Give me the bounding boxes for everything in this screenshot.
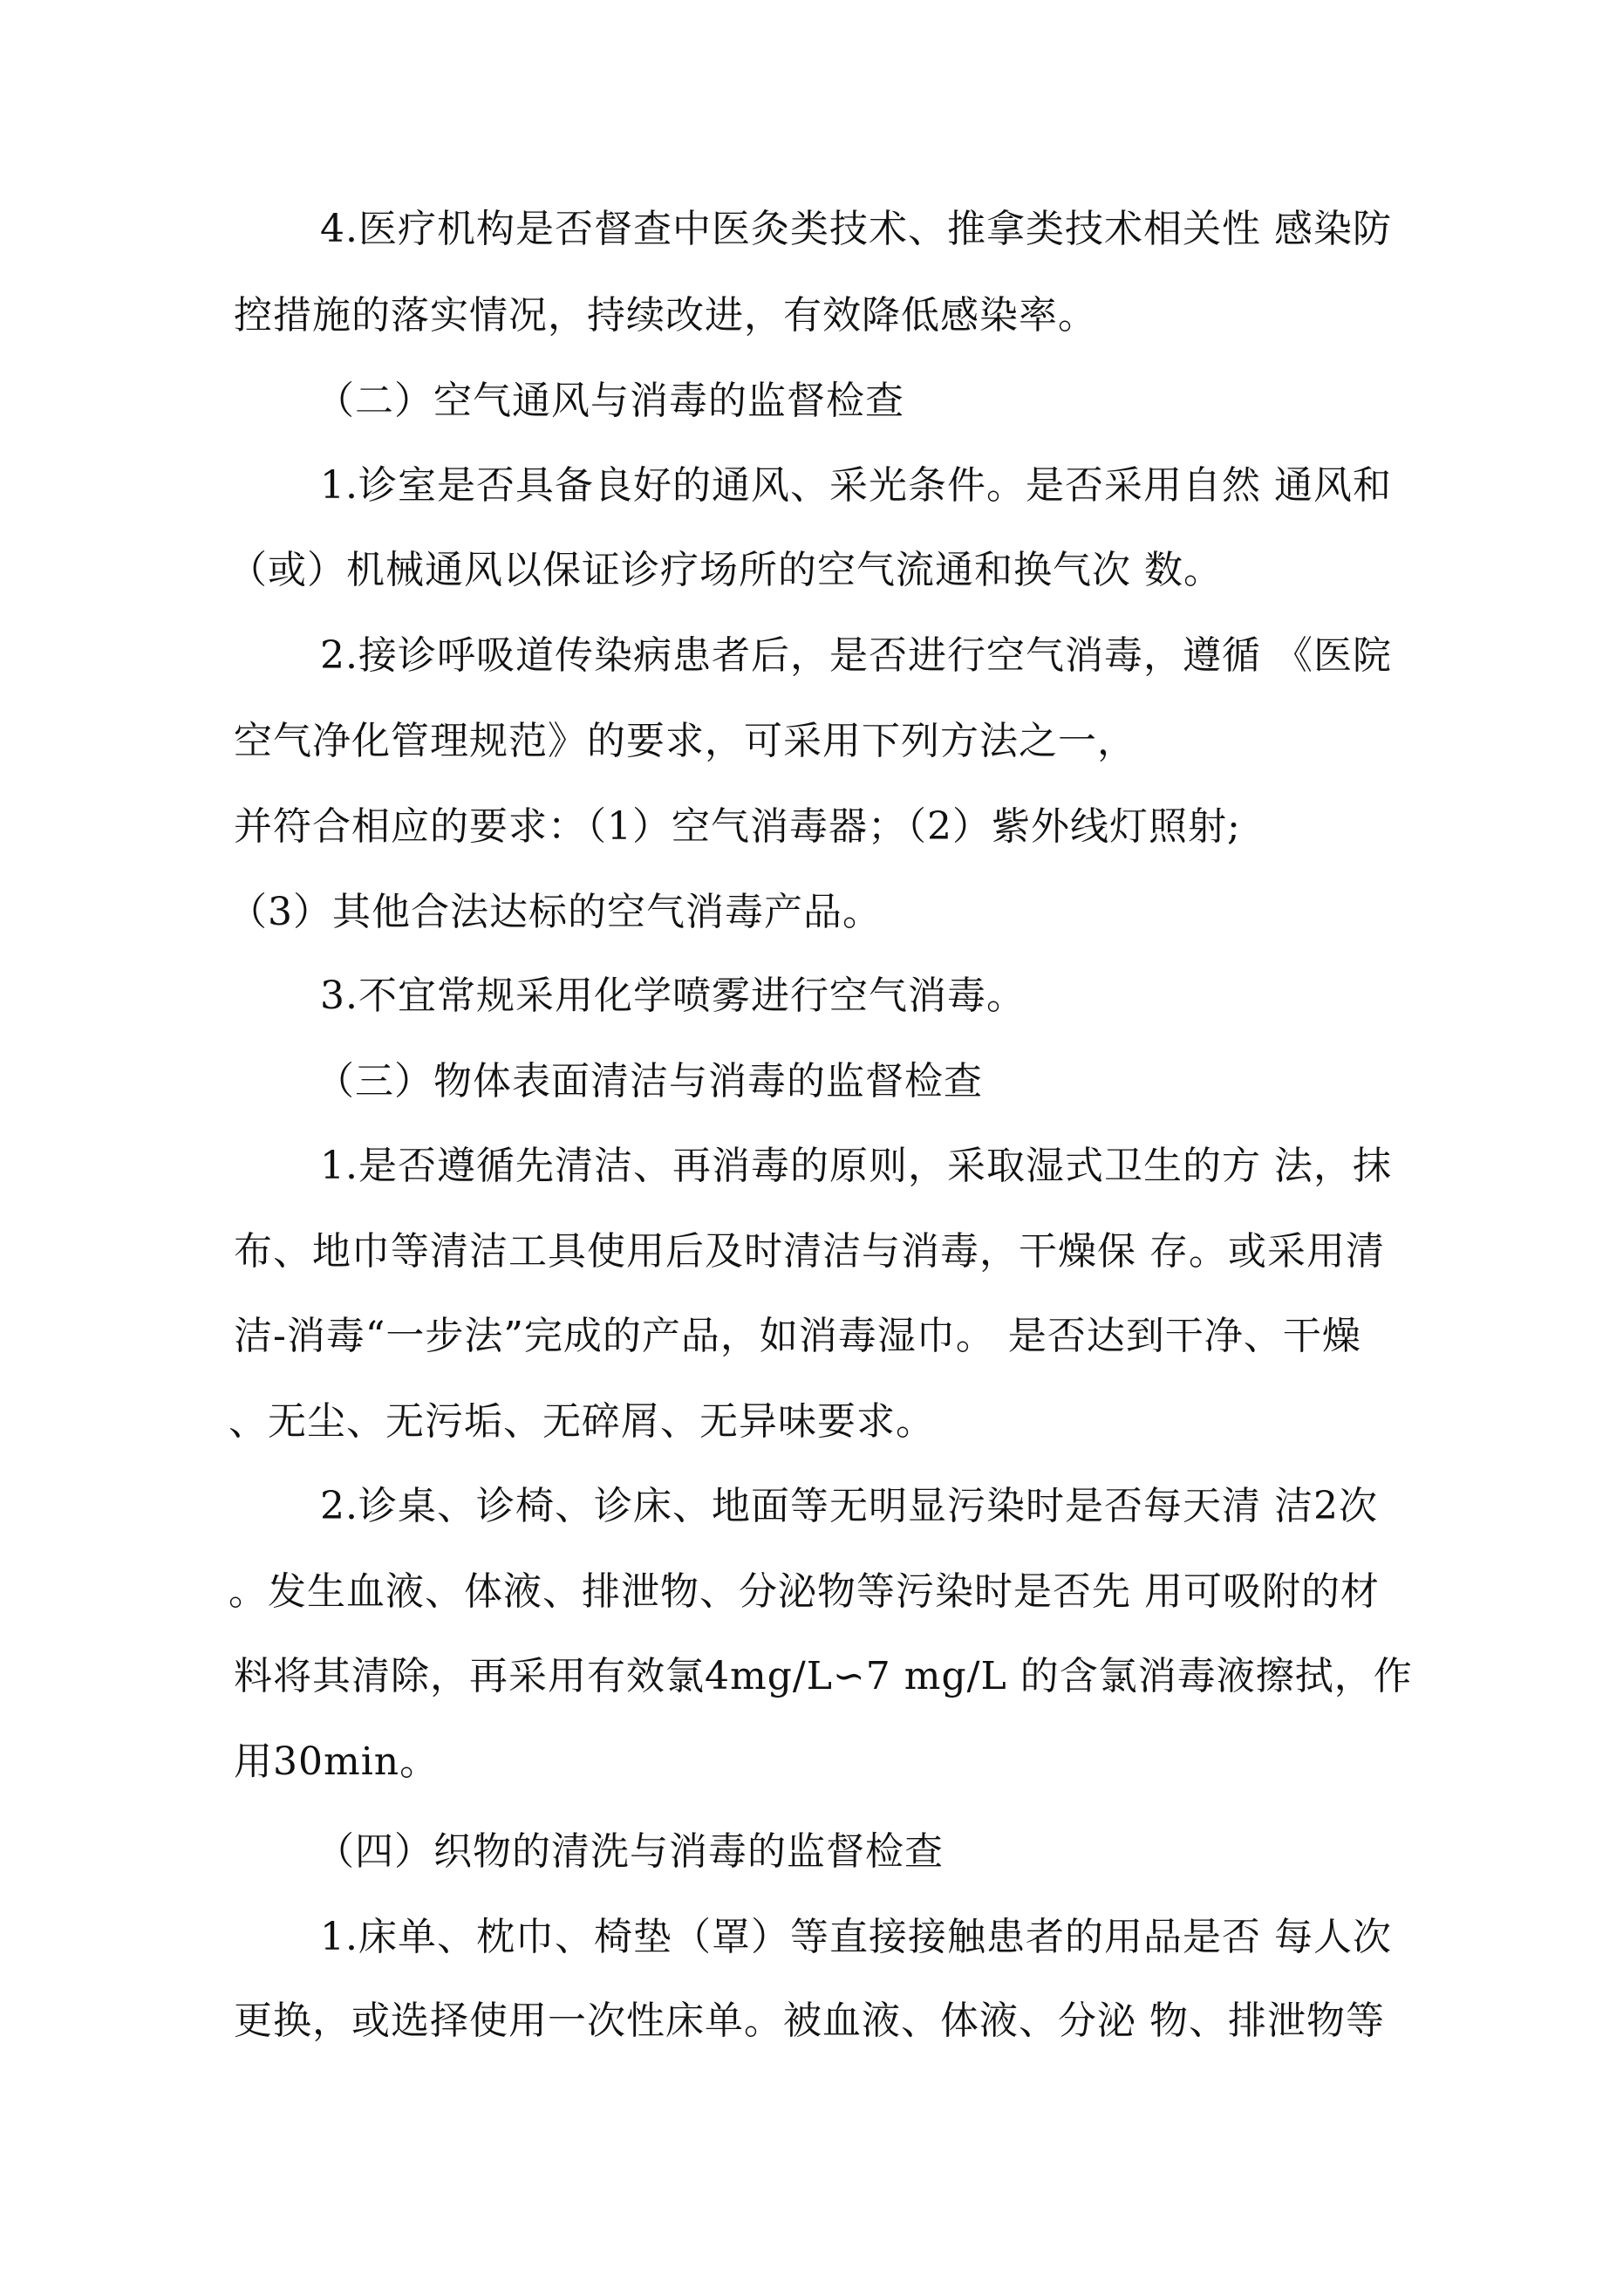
paragraph-line: 3.不宜常规采用化学喷雾进行空气消毒。 [320, 974, 1026, 1018]
section-heading: （三）物体表面清洁与消毒的监督检查 [316, 1059, 983, 1104]
paragraph-line: 洁-消毒“一步法”完成的产品，如消毒湿巾。 是否达到干净、干燥 [234, 1314, 1361, 1358]
paragraph-line: 空气净化管理规范》的要求，可采用下列方法之一， [234, 719, 1136, 763]
paragraph-line: 1.是否遵循先清洁、再消毒的原则，采取湿式卫生的方 法，抹 [320, 1144, 1392, 1188]
paragraph-line: 料将其清除，再采用有效氯4mg/L∽7 mg/L 的含氯消毒液擦拭，作 [234, 1654, 1413, 1698]
paragraph-line: 控措施的落实情况，持续改进，有效降低感染率。 [234, 293, 1097, 338]
paragraph-line: 。发生血液、体液、排泄物、分泌物等污染时是否先 用可吸附的材 [228, 1569, 1380, 1614]
paragraph-line: 4.医疗机构是否督查中医灸类技术、推拿类技术相关性 感染防 [320, 207, 1392, 251]
paragraph-line: 更换，或选择使用一次性床单。被血液、体液、分泌 物、排泄物等 [234, 1999, 1385, 2043]
paragraph-line: 2.接诊呼吸道传染病患者后，是否进行空气消毒，遵循 《医院 [320, 633, 1392, 678]
paragraph-line: 1.床单、枕巾、椅垫（罩）等直接接触患者的用品是否 每人次 [320, 1915, 1392, 1959]
paragraph-line: 并符合相应的要求：（1）空气消毒器；（2）紫外线灯照射; [234, 804, 1241, 849]
section-heading: （四）织物的清洗与消毒的监督检查 [316, 1829, 944, 1874]
section-heading: （二）空气通风与消毒的监督检查 [316, 379, 904, 423]
paragraph-line: 2.诊桌、诊椅、诊床、地面等无明显污染时是否每天清 洁2次 [320, 1484, 1378, 1528]
paragraph-line: （3）其他合法达标的空气消毒产品。 [228, 890, 882, 934]
paragraph-line: 用30min。 [234, 1739, 440, 1784]
paragraph-line: 、无尘、无污垢、无碎屑、无异味要求。 [228, 1399, 935, 1444]
paragraph-line: 布、地巾等清洁工具使用后及时清洁与消毒，干燥保 存。或采用清 [234, 1229, 1385, 1274]
paragraph-line: （或）机械通风以保证诊疗场所的空气流通和换气次 数。 [228, 548, 1223, 592]
paragraph-line: 1.诊室是否具备良好的通风、采光条件。是否采用自然 通风和 [320, 463, 1392, 508]
